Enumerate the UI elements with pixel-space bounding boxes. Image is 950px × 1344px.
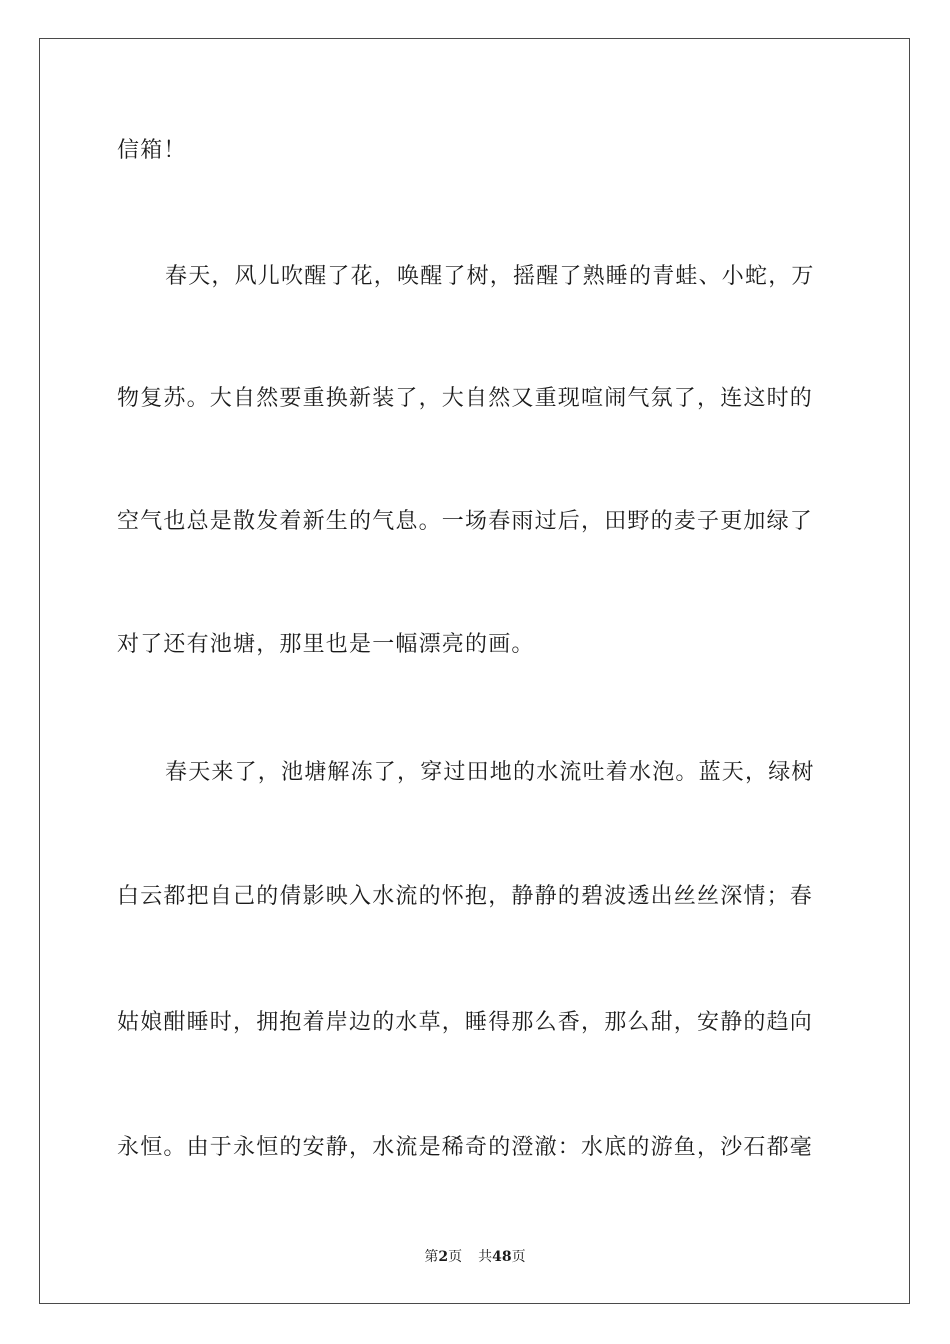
text-line: 信箱！ (117, 138, 187, 163)
text-line: 白云都把自己的倩影映入水流的怀抱，静静的碧波透出丝丝深情；春 (117, 884, 814, 909)
text-line: 物复苏。大自然要重换新装了，大自然又重现喧闹气氛了，连这时的 (117, 386, 814, 411)
text-line: 姑娘酣睡时，拥抱着岸边的水草，睡得那么香，那么甜，安静的趋向 (117, 1010, 814, 1035)
paragraph-first-line: 春天来了，池塘解冻了，穿过田地的水流吐着水泡。蓝天，绿树 (165, 760, 815, 785)
total-suffix: 页 (511, 1249, 526, 1265)
text-line: 空气也总是散发着新生的气息。一场春雨过后，田野的麦子更加绿了 (117, 509, 814, 534)
text-line: 永恒。由于永恒的安静，水流是稀奇的澄澈：水底的游鱼，沙石都毫 (117, 1135, 814, 1160)
text-line: 对了还有池塘，那里也是一幅漂亮的画。 (117, 632, 535, 657)
page-prefix: 第 (424, 1249, 439, 1265)
page-footer (0, 1248, 950, 1266)
paragraph-first-line: 春天，风儿吹醒了花，唤醒了树，摇醒了熟睡的青蛙、小蛇，万 (165, 264, 815, 289)
total-prefix: 共 (478, 1249, 493, 1265)
page-border (39, 38, 910, 1304)
total-pages: 48 (492, 1249, 512, 1265)
page-suffix: 页 (448, 1249, 463, 1265)
page-number: 2 (438, 1249, 449, 1265)
